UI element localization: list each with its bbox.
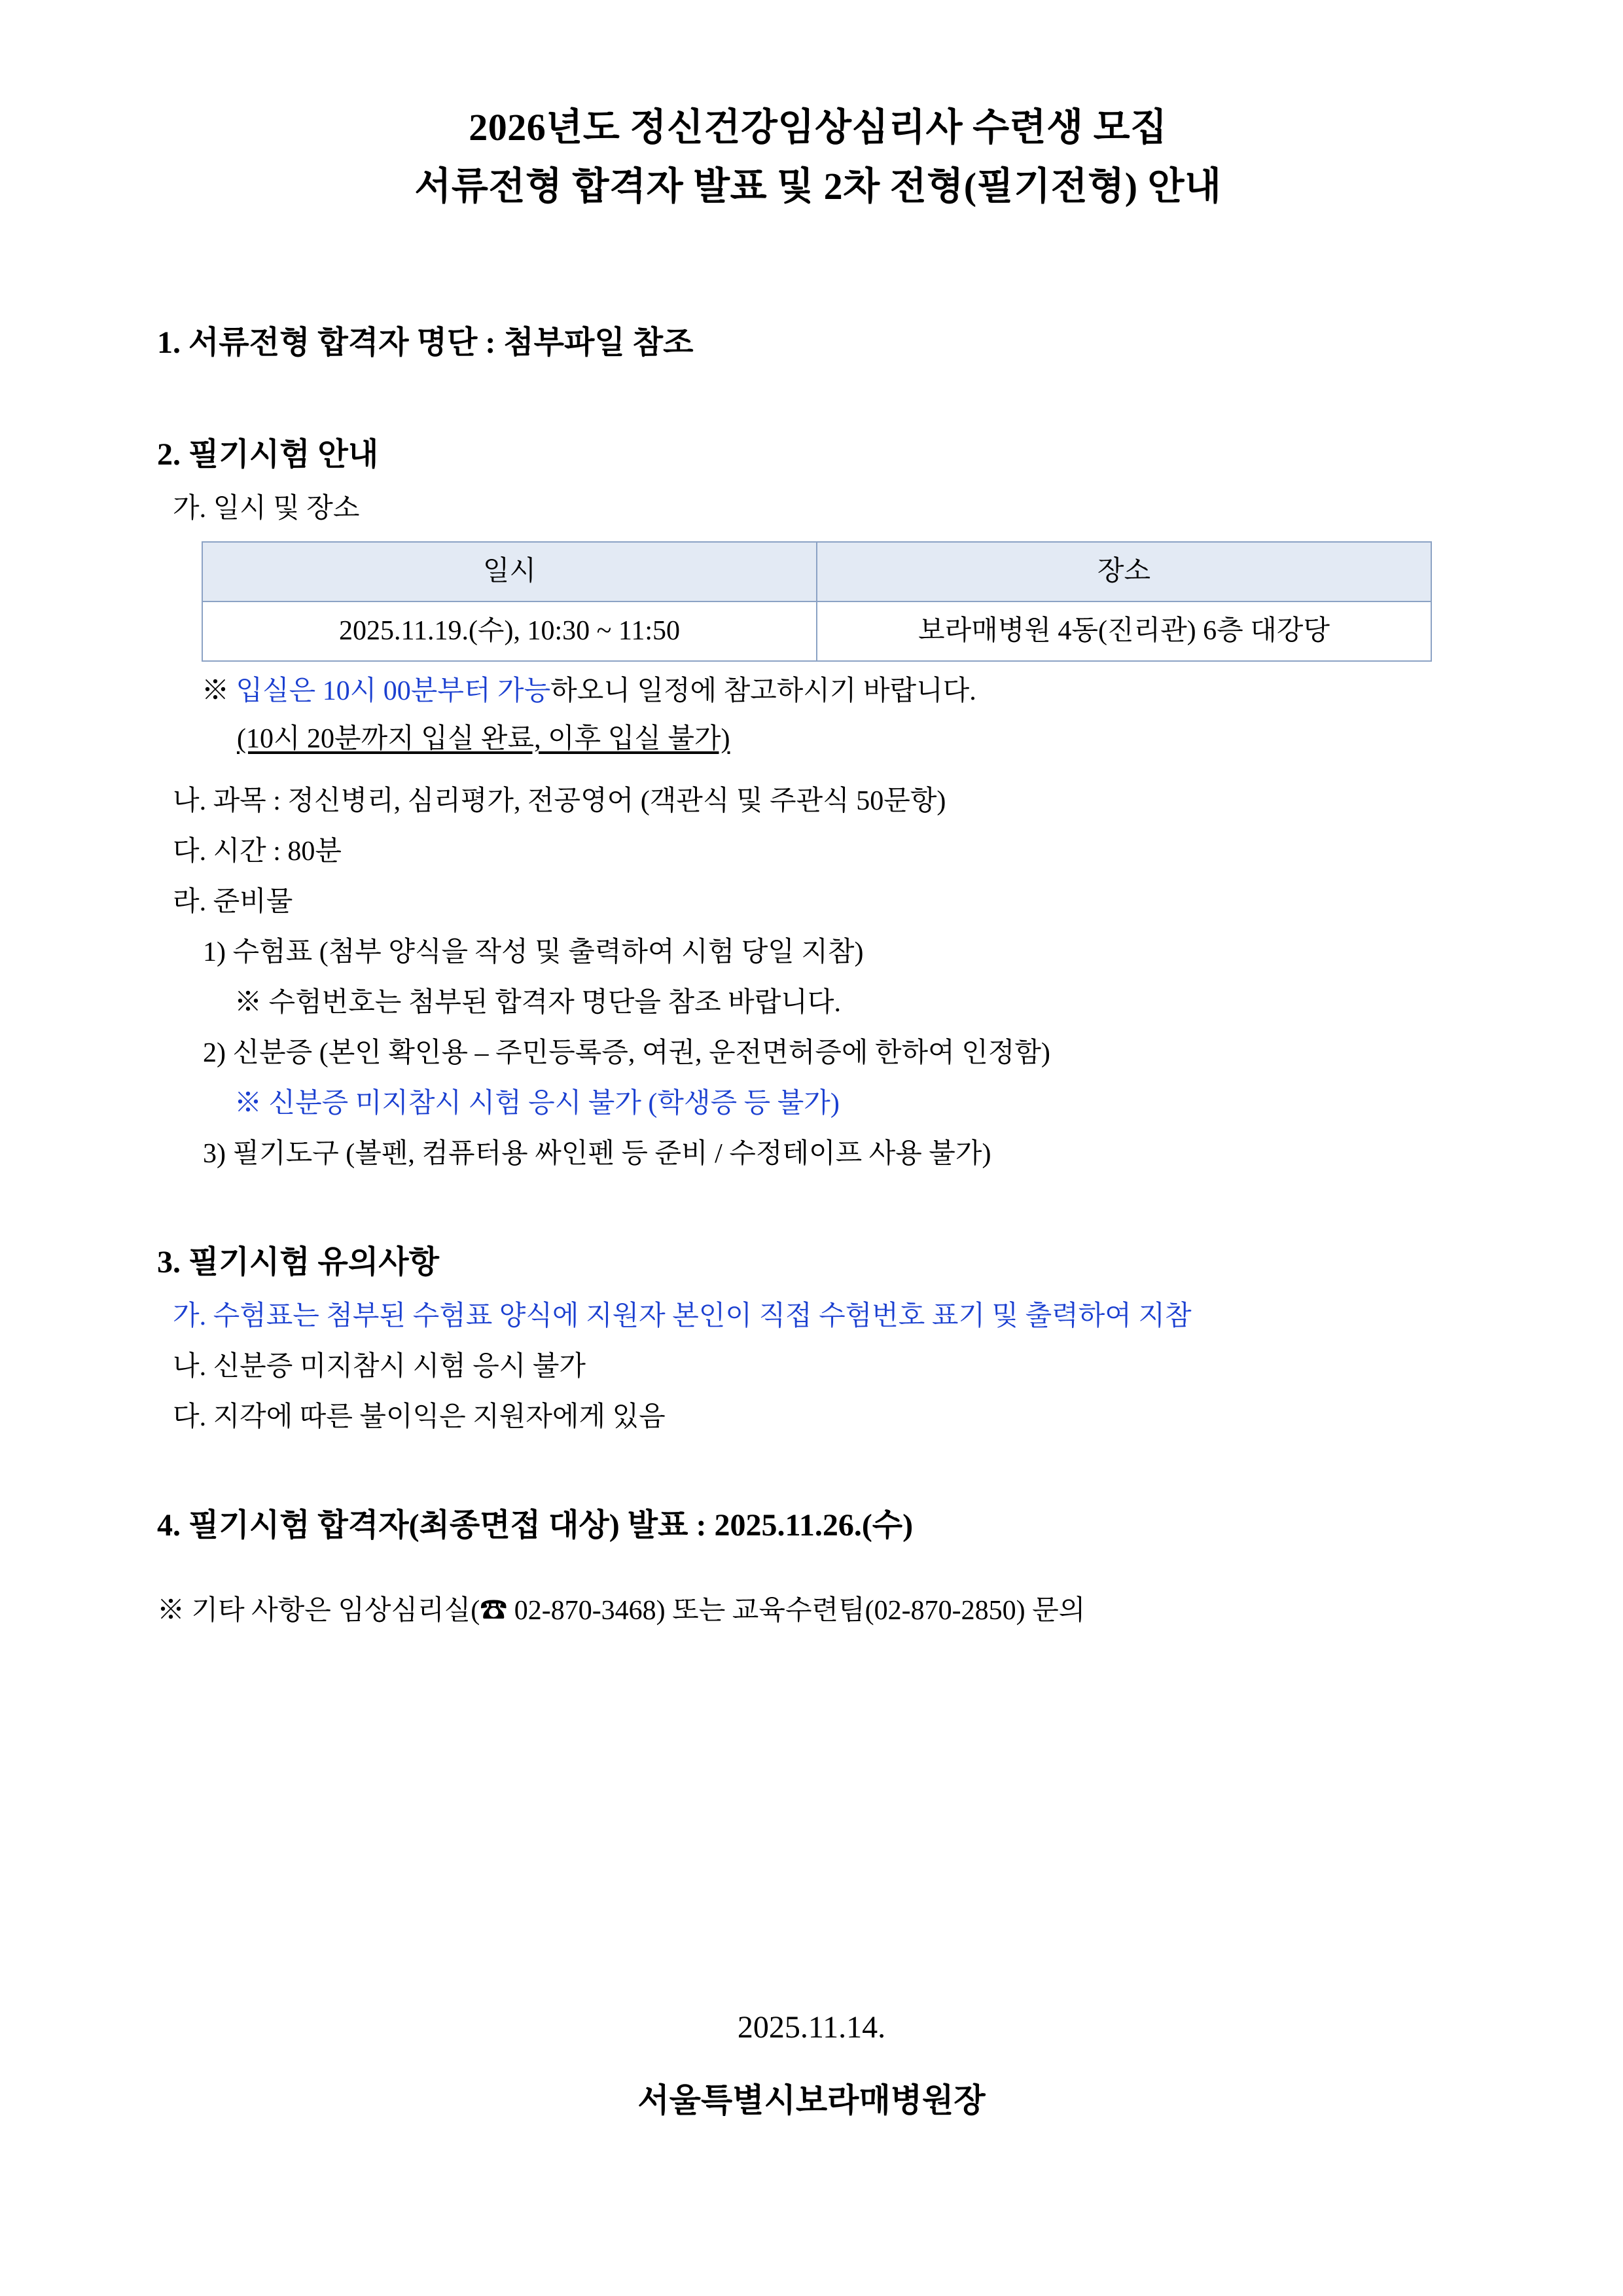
section-2-item-d: 라. 준비물 (173, 886, 293, 917)
spacer (157, 1447, 1479, 1503)
spacer (157, 1559, 1479, 1590)
table-cell-location: 보라매병원 4동(진리관) 6층 대강당 (817, 601, 1431, 661)
note-mark: ※ (202, 675, 230, 706)
note-highlight: 입실은 10시 00분부터 가능 (236, 675, 551, 706)
section-3-heading: 3. 필기시험 유의사항 (157, 1244, 439, 1280)
spacer (157, 766, 1479, 781)
spacer (157, 1184, 1479, 1240)
spacer (157, 376, 1479, 433)
section-2-item-d2-note: ※ 신분증 미지참시 시험 응시 불가 (학생증 등 불가) (234, 1088, 840, 1119)
note-rest: 하오니 일정에 참고하시기 바랍니다. (550, 675, 976, 706)
section-3-item-a: 가. 수험표는 첨부된 수험표 양식에 지원자 본인이 직접 수험번호 표기 및 출력하여 지참 (173, 1300, 1192, 1331)
footer-date: 2025.11.14. (737, 2010, 886, 2045)
section-2-item-b: 나. 과목 : 정신병리, 심리평가, 전공영어 (객관식 및 주관식 50문항) (173, 785, 946, 816)
section-1-heading: 1. 서류전형 합격자 명단 : 첨부파일 참조 (157, 325, 694, 360)
entry-time-subnote: (10시 20분까지 입실 완료, 이후 입실 불가) (237, 723, 730, 754)
section-4-heading: 4. 필기시험 합격자(최종면접 대상) 발표 : 2025.11.26.(수) (157, 1507, 914, 1543)
schedule-table-wrapper (202, 541, 1432, 661)
section-2-item-d3: 3) 필기도구 (볼펜, 컴퓨터용 싸인펜 등 준비 / 수정테이프 사용 불가) (203, 1138, 991, 1169)
section-3-item-c: 다. 지각에 따른 불이익은 지원자에게 있음 (173, 1401, 666, 1432)
title-line-2: 서류전형 합격자 발표 및 2차 전형(필기전형) 안내 (414, 164, 1222, 207)
section-2-item-d1-note: ※ 수험번호는 첨부된 합격자 명단을 참조 바랍니다. (234, 987, 841, 1018)
section-2-item-a: 가. 일시 및 장소 (173, 493, 360, 524)
section-2-item-d2: 2) 신분증 (본인 확인용 – 주민등록증, 여권, 운전면허증에 한하여 인정함) (203, 1037, 1050, 1068)
table-header-row (202, 542, 1431, 601)
table-cell-datetime: 2025.11.19.(수), 10:30 ~ 11:50 (202, 601, 817, 661)
title-line-1: 2026년도 정신건강임상심리사 수련생 모집 (469, 106, 1168, 149)
table-header-datetime: 일시 (202, 542, 817, 601)
document-body (157, 98, 1479, 1632)
section-2-heading: 2. 필기시험 안내 (157, 437, 379, 472)
section-2-item-d1: 1) 수험표 (첨부 양식을 작성 및 출력하여 시험 당일 지참) (203, 937, 864, 967)
footer-organization: 서울특별시보라매병원장 (637, 2082, 986, 2119)
entry-time-note (157, 671, 1479, 712)
table-header-location: 장소 (817, 542, 1431, 601)
document-footer (0, 2009, 1623, 2121)
schedule-table (202, 541, 1432, 661)
section-2-item-c: 다. 시간 : 80분 (173, 836, 342, 867)
document-title (157, 98, 1479, 216)
contact-note: ※ 기타 사항은 임상심리실(☎ 02-870-3468) 또는 교육수련팀(02-870-2850) 문의 (157, 1595, 1086, 1626)
section-3-item-b: 나. 신분증 미지참시 시험 응시 불가 (173, 1351, 586, 1382)
table-row (202, 601, 1431, 661)
